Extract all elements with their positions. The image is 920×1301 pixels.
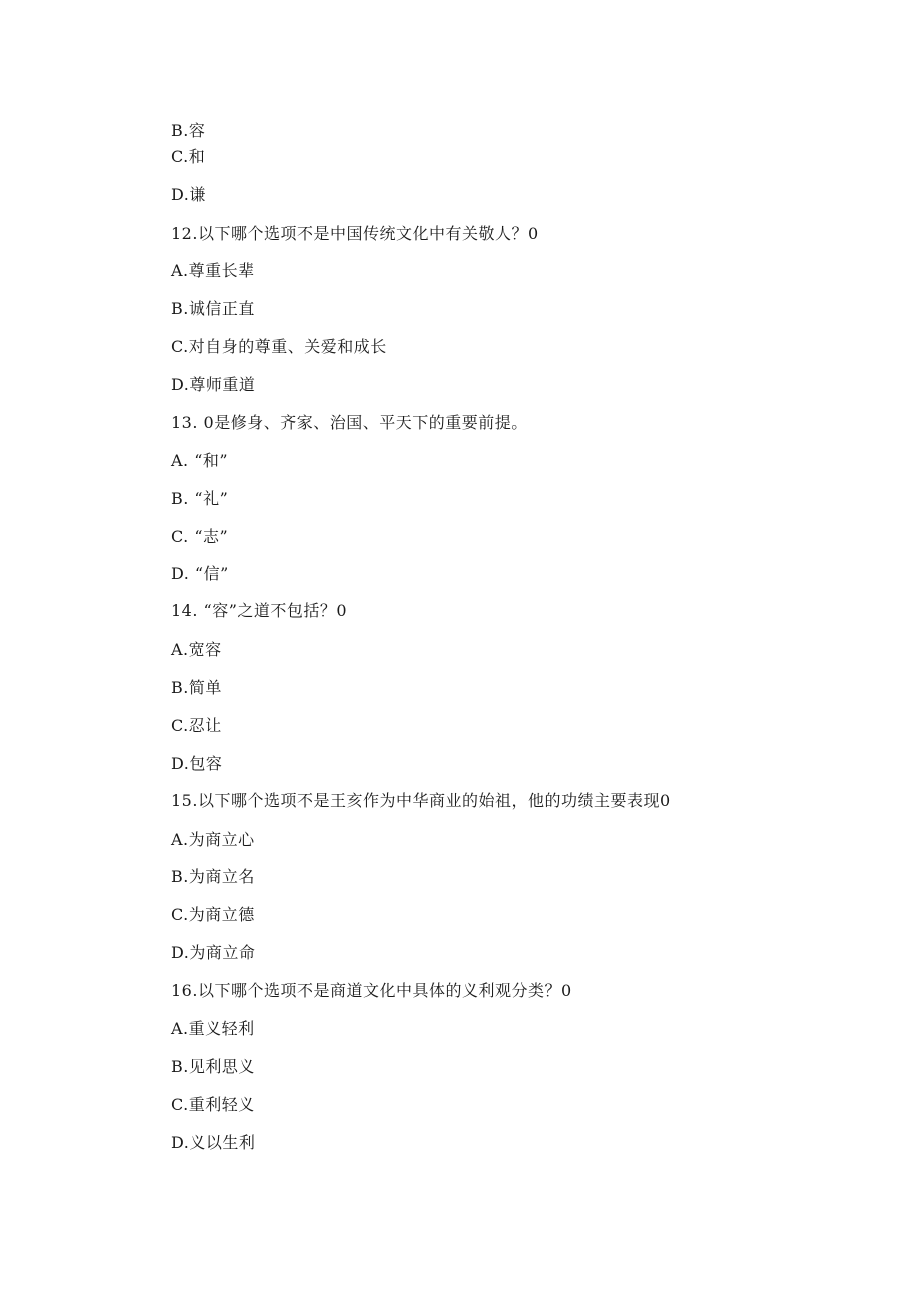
q14-option-b: B.简单	[171, 678, 222, 697]
question-14: 14. “容”之道不包括？0	[171, 601, 348, 620]
q16-option-c: C.重利轻义	[171, 1095, 255, 1114]
q14-option-c: C.忍让	[171, 716, 222, 735]
q13-option-a: A. “和”	[171, 451, 229, 470]
q16-option-d: D.义以生利	[171, 1133, 256, 1152]
q12-option-b: B.诚信正直	[171, 299, 255, 318]
q12-option-a: A.尊重长辈	[171, 261, 255, 280]
q12-option-d: D.尊师重道	[171, 375, 256, 394]
q12-option-c: C.对自身的尊重、关爱和成长	[171, 337, 387, 356]
q15-option-c: C.为商立德	[171, 905, 255, 924]
q16-option-b: B.见利思义	[171, 1057, 255, 1076]
q14-option-a: A.宽容	[171, 640, 222, 659]
option-c-line: C.和	[171, 147, 206, 166]
q16-option-a: A.重义轻利	[171, 1019, 255, 1038]
option-b-line: B.容	[171, 121, 206, 140]
q15-option-b: B.为商立名	[171, 867, 255, 886]
q13-option-c: C. “志”	[171, 527, 229, 546]
q13-option-d: D. “信”	[171, 564, 229, 583]
option-d-line: D.谦	[171, 185, 206, 204]
question-15: 15.以下哪个选项不是王亥作为中华商业的始祖，他的功绩主要表现0	[171, 791, 671, 810]
q15-option-a: A.为商立心	[171, 830, 255, 849]
q14-option-d: D.包容	[171, 754, 223, 773]
q15-option-d: D.为商立命	[171, 943, 256, 962]
question-13: 13. 0是修身、齐家、治国、平天下的重要前提。	[171, 413, 528, 432]
question-16: 16.以下哪个选项不是商道文化中具体的义利观分类？0	[171, 981, 572, 1000]
q13-option-b: B. “礼”	[171, 489, 229, 508]
question-12: 12.以下哪个选项不是中国传统文化中有关敬人？0	[171, 224, 539, 243]
